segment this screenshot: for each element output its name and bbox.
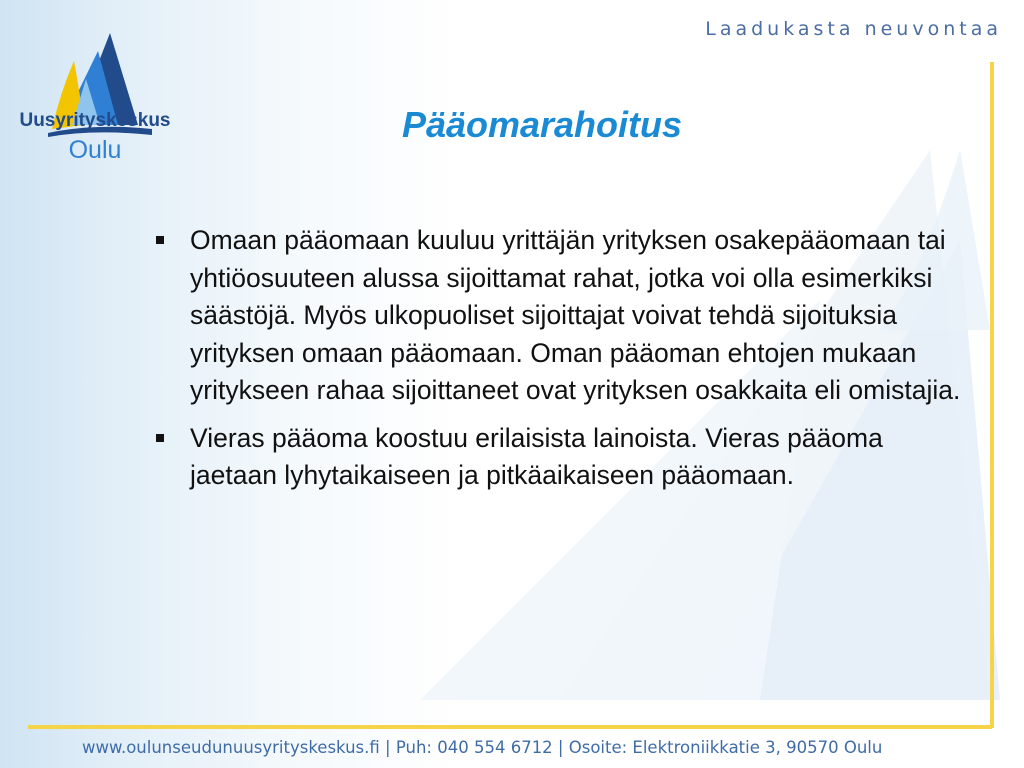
square-bullet-icon — [156, 434, 164, 442]
list-item — [152, 222, 972, 410]
footer-contact: www.oulunseudunuusyrityskeskus.fi | Puh: 040 554 6712 | Osoite: Elektroniikkatie 3, 90570 Oulu — [82, 738, 883, 757]
tagline: Laadukasta neuvontaa — [705, 18, 1002, 40]
logo-wordmark: Uusyrityskeskus — [19, 110, 171, 131]
list-item — [152, 420, 972, 495]
square-bullet-icon — [156, 236, 164, 244]
slide-title: Pääomarahoitus — [401, 104, 683, 145]
logo-city: Oulu — [68, 136, 122, 164]
bullet-text: Omaan pääomaan kuuluu yrittäjän yrityksen osakepääomaan tai yhtiöosuuteen alussa sijoittamat rahat, jotka voi olla esimerkiksi säästöjä. Myös ulkopuoliset sijoittajat voivat tehdä sijoituksia yrityksen omaan pääomaan. Oman pääoman ehtojen mukaan yritykseen rahaa sijoittaneet ovat yrityksen osakkaita eli omistajia. — [190, 225, 961, 405]
bullet-text: Vieras pääoma koostuu erilaisista lainoista. Vieras pääoma jaetaan lyhytaikaiseen ja pitkäaikaiseen pääomaan. — [190, 422, 883, 490]
bullet-list — [152, 222, 972, 505]
